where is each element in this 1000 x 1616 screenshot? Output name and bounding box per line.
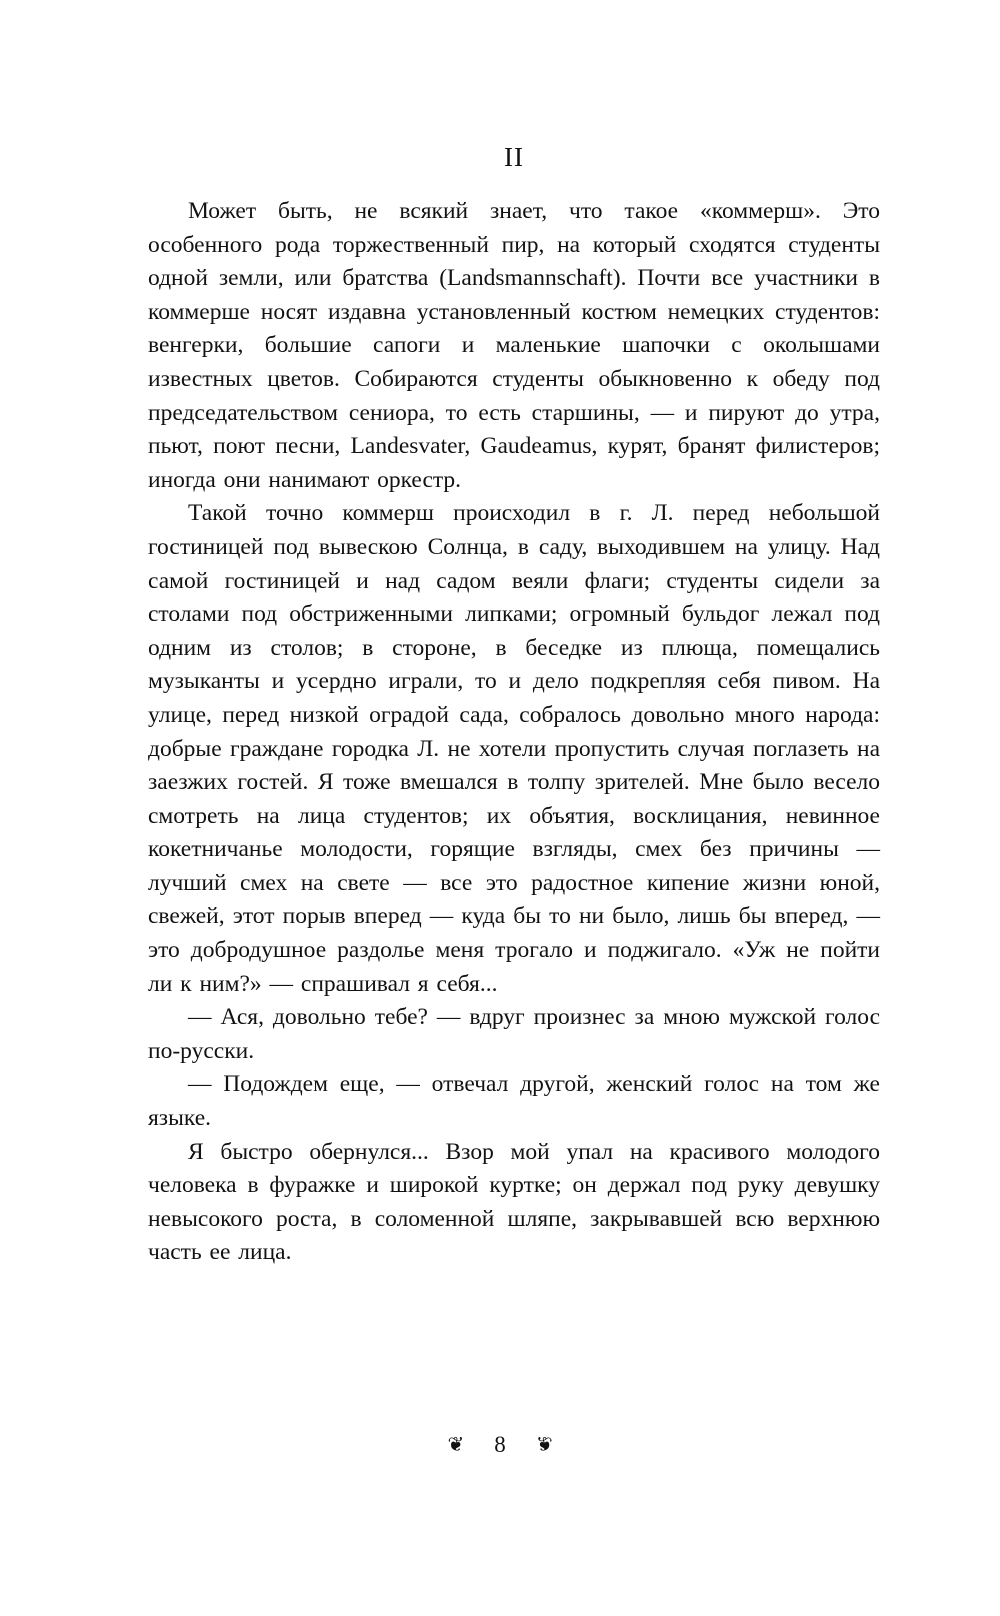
paragraph: Я быстро обернулся... Взор мой упал на красивого молодого человека в фуражке и широкой куртке; он держал под руку девушку невысокого роста, в соломенной шляпе, закрывавшей всю верхнюю часть ее лица.: [148, 1138, 880, 1266]
book-page: [148, 142, 880, 1270]
floral-ornament-right-icon: ❦: [535, 1434, 553, 1456]
body-text: [148, 195, 880, 1270]
paragraph: — Ася, довольно тебе? — вдруг произнес за мною мужской голос по-русски.: [148, 1004, 880, 1064]
chapter-heading: II: [504, 142, 524, 172]
page-number: 8: [494, 1432, 506, 1457]
floral-ornament-left-icon: ❦: [447, 1434, 465, 1456]
page-footer: [0, 1432, 1000, 1458]
paragraph: Может быть, не всякий знает, что такое «коммерш». Это особенного рода торжественный пир, на который сходятся студенты одной земли, или братства (Landsmannschaft). Почти все участники в коммерше носят издавна установленный костюм немецких студентов: венгерки, большие сапоги и маленькие шапочки с околышами известных цветов. Собираются студенты обыкновенно к обеду под председательством сениора, то есть старшины, — и пируют до утра, пьют, поют песни, Landesvater, Gaudeamus, курят, бранят филистеров; иногда они нанимают оркестр.: [148, 198, 880, 493]
paragraph: Такой точно коммерш происходил в г. Л. перед небольшой гостиницей под вывескою Солнца, в саду, выходившем на улицу. Над самой гостиницей и над садом веяли флаги; студенты сидели за столами под обстриженными липками; огромный бульдог лежал под одним из столов; в стороне, в беседке из плюща, помещались музыканты и усердно играли, то и дело подкрепляя себя пивом. На улице, перед низкой оградой сада, собралось довольно много народа: добрые граждане городка Л. не хотели пропустить случая поглазеть на заезжих гостей. Я тоже вмешался в толпу зрителей. Мне было весело смотреть на лица студентов; их объятия, восклицания, невинное кокетничанье молодости, горящие взгляды, смех без причины — лучший смех на свете — все это радостное кипение жизни юной, свежей, этот порыв вперед — куда бы то ни было, лишь бы вперед, — это добродушное раздолье меня трогало и поджигало. «Уж не пойти ли к ним?» — спрашивал я себя...: [148, 500, 880, 997]
paragraph: — Подождем еще, — отвечал другой, женский голос на том же языке.: [148, 1071, 880, 1132]
